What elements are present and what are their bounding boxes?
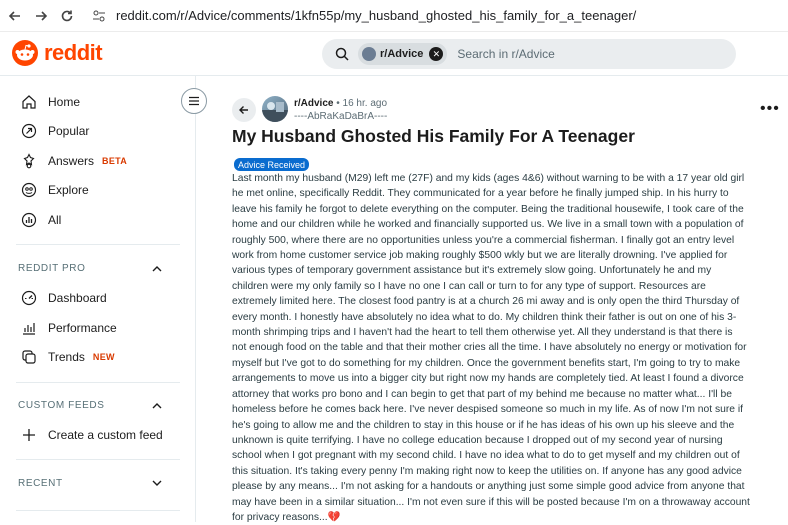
body-line: he met online, specifically Reddit. They communicated for a year before he finally jumped ship. In his hurry to bbox=[232, 188, 729, 200]
dashboard-icon bbox=[20, 289, 38, 307]
forward-arrow-icon[interactable] bbox=[28, 3, 54, 29]
reddit-logo[interactable] bbox=[12, 40, 102, 66]
meta-separator: • bbox=[336, 98, 343, 109]
create-custom-feed-label: Create a custom feed bbox=[48, 428, 163, 442]
subreddit-link[interactable]: r/Advice bbox=[294, 98, 334, 109]
body-line: Last month my husband (M29) left me (27F) and my kids (ages 4&6) without warning to be with a 17 year old girl bbox=[232, 173, 745, 184]
sidebar-item-explore[interactable] bbox=[20, 181, 89, 199]
plus-icon bbox=[20, 426, 38, 444]
beta-badge: BETA bbox=[102, 156, 128, 166]
back-arrow-icon bbox=[238, 104, 250, 116]
chevron-up-icon[interactable] bbox=[150, 399, 164, 413]
chevron-down-icon[interactable] bbox=[150, 476, 164, 490]
browser-toolbar bbox=[0, 0, 788, 32]
body-line: unknown is quite terrifying. I have no college education because I dropped out of my second year of nursing bbox=[232, 434, 723, 446]
body-line: children were my only family so I have no one I can call or turn to for any type of support. Resources are bbox=[232, 280, 706, 292]
post-meta bbox=[294, 98, 387, 109]
sidebar-item-trends[interactable] bbox=[20, 348, 115, 366]
search-input[interactable]: Search in r/Advice bbox=[457, 47, 555, 61]
close-icon[interactable]: ✕ bbox=[429, 47, 443, 61]
custom-feeds-section-title[interactable]: CUSTOM FEEDS bbox=[18, 400, 105, 411]
popular-icon bbox=[20, 122, 38, 140]
sidebar-divider bbox=[16, 244, 180, 245]
body-line: arrangements to move us into a bigger city but right now my hands are completely tied. At least I found a divorce bbox=[232, 373, 744, 385]
site-info-icon[interactable] bbox=[90, 7, 108, 25]
body-line: extremely limited here. The closest food pantry is at a church 26 mi away and is only open the third Thursday of bbox=[232, 296, 740, 308]
create-custom-feed-button[interactable] bbox=[20, 426, 163, 444]
subreddit-avatar bbox=[362, 47, 376, 61]
sidebar-item-all[interactable] bbox=[20, 211, 61, 229]
sidebar-item-performance[interactable] bbox=[20, 319, 117, 337]
body-line: home and our children while he worked and financially supported us. We live in a small town with a population of bbox=[232, 219, 744, 231]
address-bar[interactable] bbox=[90, 4, 636, 28]
collapse-sidebar-button[interactable] bbox=[181, 88, 207, 114]
sidebar-item-label: Explore bbox=[48, 183, 89, 197]
back-arrow-icon[interactable] bbox=[2, 3, 28, 29]
sidebar-item-label: Answers bbox=[48, 154, 95, 168]
sidebar-divider bbox=[16, 459, 180, 460]
chevron-up-icon[interactable] bbox=[150, 262, 164, 276]
body-line: attorney that works pro bono and I can begin to get that part of my behind me because no matter what... I'll be bbox=[232, 388, 732, 400]
sidebar-divider bbox=[16, 382, 180, 383]
home-icon bbox=[20, 93, 38, 111]
sidebar-item-dashboard[interactable] bbox=[20, 289, 107, 307]
sidebar-item-popular[interactable] bbox=[20, 122, 89, 140]
body-line: homeless before he comes back here. I've never despised someone so much in my life. As of now I'm not sure if bbox=[232, 404, 744, 416]
reddit-snoo-icon bbox=[12, 40, 38, 66]
search-icon bbox=[334, 46, 350, 62]
back-button[interactable] bbox=[232, 98, 256, 122]
post-body bbox=[232, 171, 777, 525]
post-time: 16 hr. ago bbox=[342, 98, 388, 109]
post-author[interactable]: ----AbRaKaDaBrA---- bbox=[294, 111, 388, 122]
new-badge: NEW bbox=[92, 352, 115, 362]
body-line: not enough food on the table and that their mother cries all the time. I have absolutely no energy or motivation for bbox=[232, 342, 747, 354]
left-sidebar bbox=[0, 76, 196, 522]
sidebar-item-answers[interactable] bbox=[20, 152, 127, 170]
sidebar-item-label: Popular bbox=[48, 124, 90, 138]
body-line: leave his family he forgot to delete everything on the computer. Being the traditional housewife, I took care of the bbox=[232, 203, 744, 215]
search-scope-chip[interactable] bbox=[358, 43, 447, 65]
body-line: various types of temporary government assistance but it's extremely slow going. Unfortunately he and my bbox=[232, 265, 712, 277]
explore-icon bbox=[20, 181, 38, 199]
more-options-icon[interactable]: ••• bbox=[760, 100, 780, 117]
body-line: myself but I've got to do something for my children. Once the government benefits start, I'm going to try to make bbox=[232, 357, 741, 369]
body-line: for privacy reasons...💔 bbox=[232, 511, 341, 523]
post-flair[interactable]: Advice Received bbox=[234, 158, 309, 171]
menu-icon bbox=[187, 94, 201, 108]
body-line: he's going to allow me and the children to stay in this house or if he has ideas of his own up his sleeve and the bbox=[232, 419, 735, 431]
body-line: please by any means... I'm not asking for a handouts or anything just some simple good advice from anyone that bbox=[232, 481, 745, 493]
sidebar-item-label: Trends bbox=[48, 350, 85, 364]
body-line: month shrimping trips and I haven't had the heart to tell them otherwise yet. All they understand is that there is bbox=[232, 327, 733, 339]
sidebar-item-label: Performance bbox=[48, 321, 117, 335]
body-line: work from home customer service job making roughly $500 wkly but we are literally drowning. I've applied for bbox=[232, 250, 728, 262]
answers-icon bbox=[20, 152, 38, 170]
recent-section-title[interactable]: RECENT bbox=[18, 478, 63, 489]
body-line: this situation. It's taking every penny I'm making right now to keep the utilities on. If anyone has any good advice bbox=[232, 465, 742, 477]
reddit-pro-section-title[interactable]: REDDIT PRO bbox=[18, 263, 86, 274]
body-line: every month. I honestly have absolutely no idea what to do. My children think their father is out on one of his 3- bbox=[232, 311, 737, 323]
all-icon bbox=[20, 211, 38, 229]
sidebar-item-label: All bbox=[48, 213, 62, 227]
trends-icon bbox=[20, 348, 38, 366]
sidebar-divider bbox=[16, 510, 180, 511]
url-text[interactable]: reddit.com/r/Advice/comments/1kfn55p/my_husband_ghosted_his_family_for_a_teenager/ bbox=[116, 8, 637, 23]
body-line: may have been in a similar situation... I'm not even sure if this will be posted because I'm on a throwaway account bbox=[232, 496, 750, 508]
search-scope-label: r/Advice bbox=[380, 48, 424, 60]
logo-wordmark: reddit bbox=[44, 40, 103, 65]
search-bar[interactable] bbox=[322, 39, 736, 69]
reload-icon[interactable] bbox=[54, 3, 80, 29]
site-header bbox=[0, 32, 788, 76]
subreddit-avatar[interactable] bbox=[262, 96, 288, 122]
sidebar-item-label: Home bbox=[48, 95, 81, 109]
body-line: school when I got pregnant with my second child. I have no idea what to do to get myself and my children out of bbox=[232, 450, 740, 462]
sidebar-item-home[interactable] bbox=[20, 93, 80, 111]
sidebar-item-label: Dashboard bbox=[48, 291, 107, 305]
post-title: My Husband Ghosted His Family For A Teenager bbox=[232, 126, 635, 146]
body-line: roughly 500, where there are no opportunities unless you're a commercial fisherman. I finally got an entry level bbox=[232, 234, 735, 246]
performance-icon bbox=[20, 319, 38, 337]
